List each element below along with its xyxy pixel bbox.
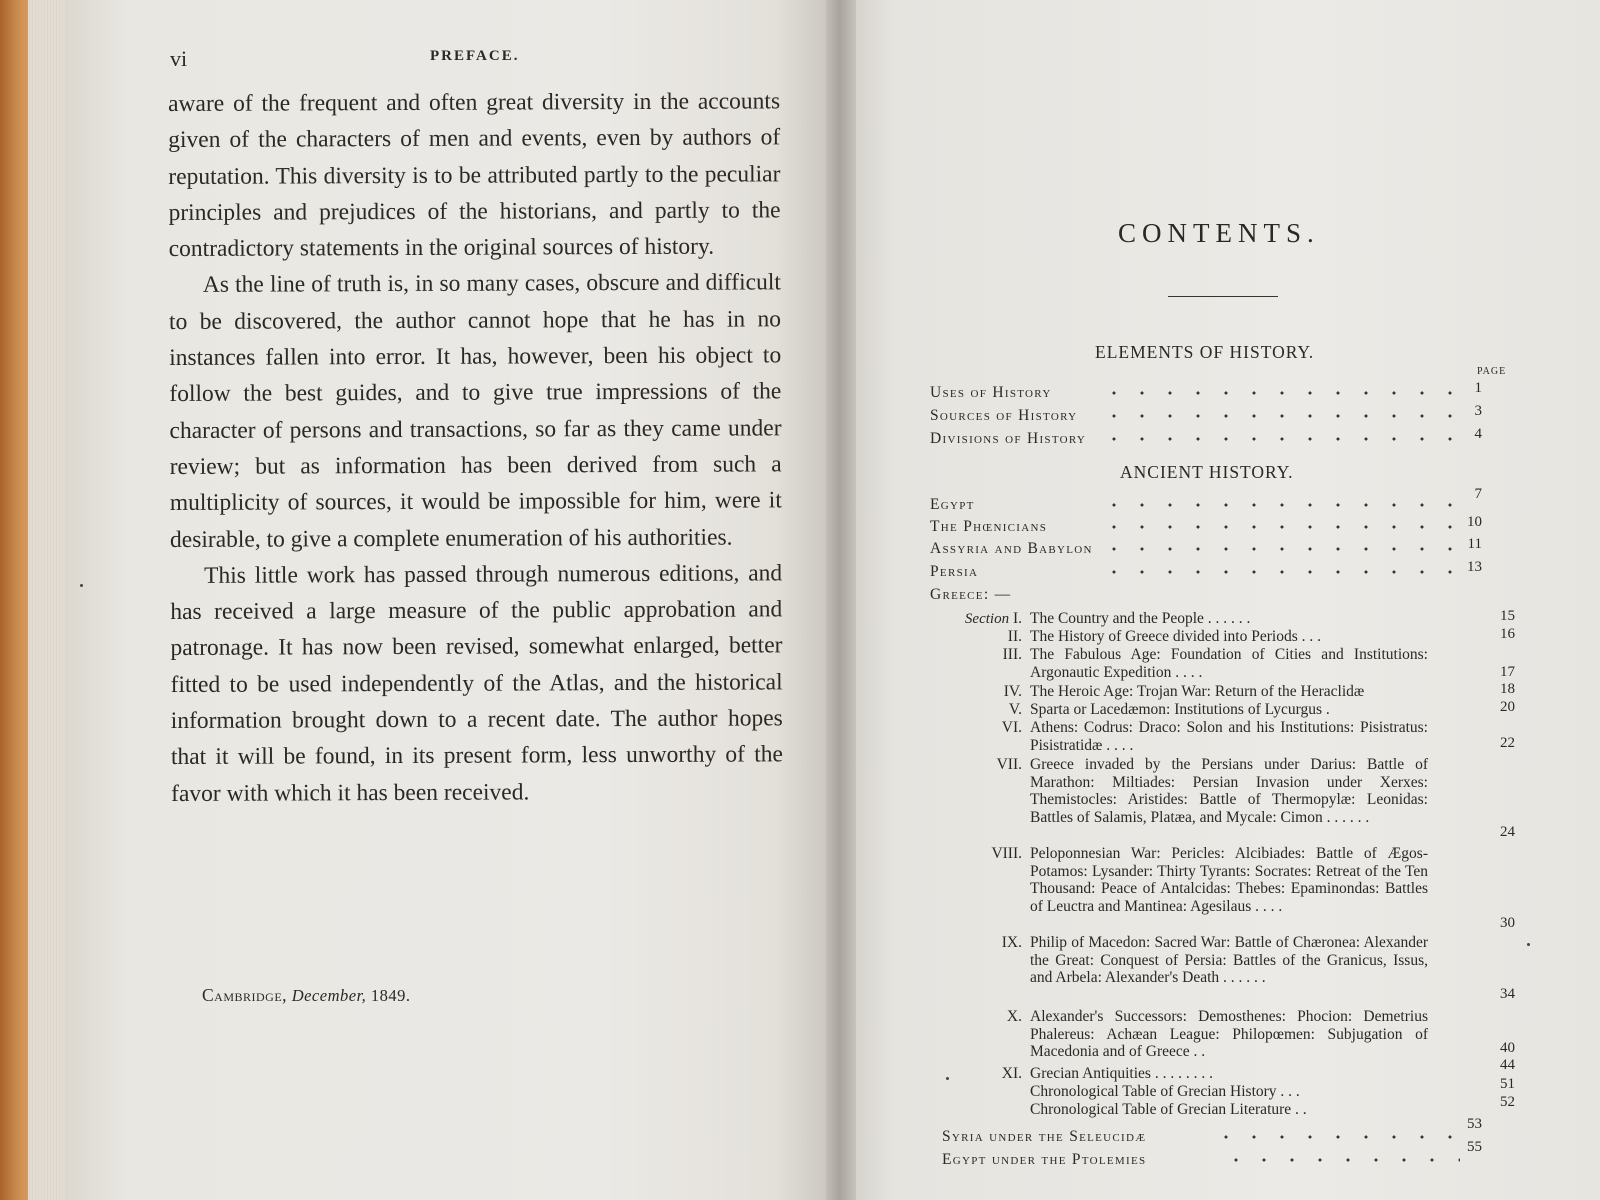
toc-label: Egypt under the Ptolemies — [942, 1151, 1147, 1168]
section-text: Sparta or Lacedæmon: Institutions of Lycurgus . — [1030, 701, 1330, 718]
toc-entry-greece — [930, 586, 1482, 604]
toc-page: 13 — [1467, 559, 1482, 575]
page-speck — [1527, 943, 1530, 946]
section-page: 20 — [1500, 699, 1515, 715]
paragraph: aware of the frequent and often great diversity in the accounts given of the characters of men and events, even by authors of reputation. This diversity is to be attributed partly to the peculiar principles and prejudices of the historians, and partly to the contradictory statements in the original sources of history. — [168, 88, 781, 263]
section-number: IV. — [1003, 683, 1022, 700]
book-cover-edge — [0, 0, 28, 1200]
paragraph: This little work has passed through numerous editions, and has received a large measure of the public approbation and patronage. It has now been revised, somewhat enlarged, better fitted to be used independently of the Atlas, and the historical information brought down to a recent date. The author hopes that it will be found, in its present form, less unworthy of the favor with which it has been received. — [170, 560, 783, 807]
section-text: The Country and the People . . . . . . — [1030, 610, 1251, 627]
toc-label: Sources of History — [930, 407, 1078, 424]
toc-page: 11 — [1467, 536, 1482, 552]
signature-month: December, — [291, 986, 367, 1005]
toc-page: 10 — [1467, 514, 1482, 530]
section-text: The Fabulous Age: Foundation of Cities and Institutions: Argonautic Expedition . . . . — [1030, 646, 1428, 681]
section-page: 30 — [1500, 915, 1515, 931]
leader-dots — [1100, 546, 1460, 552]
section-text: Alexander's Successors: Demosthenes: Phocion: Demetrius Phalereus: Achæan League: Philopœmen: Subjugation of Macedonia and of Greece . . — [1030, 1008, 1428, 1060]
section-page: 34 — [1500, 986, 1515, 1002]
leader-dots — [1100, 436, 1460, 442]
section-page: 18 — [1500, 681, 1515, 697]
running-head: PREFACE. — [430, 48, 520, 64]
toc-entry — [930, 559, 1482, 581]
paragraph: As the line of truth is, in so many cases, obscure and difficult to be discovered, the author cannot hope that he has in no instances fallen into error. It has, however, been his object to follow the best guides, and to give true impressions of the character of persons and transactions, so far as they came under review; but as information has been derived from such a multiplicity of sources, it would be impossible for him, were it desirable, to give a complete enumeration of his authorities. — [168, 269, 782, 553]
section-word: Section — [964, 611, 1010, 627]
section-page: 52 — [1500, 1094, 1515, 1110]
section-page: 15 — [1500, 608, 1515, 624]
signature-place: Cambridge, — [202, 985, 288, 1005]
section-text: Philip of Macedon: Sacred War: Battle of Chæronea: Alexander the Great: Conquest of Persia: Battles of the Granicus, Issus, and Arbela: Alexander's Death . . . . . . — [1030, 934, 1428, 986]
leader-dots — [1212, 1134, 1460, 1140]
section-page: 17 — [1500, 664, 1515, 680]
toc-label: Egypt — [930, 496, 975, 513]
section-text: Chronological Table of Grecian History . . . — [1030, 1083, 1300, 1100]
section-number: XI. — [1001, 1065, 1022, 1082]
preface-text — [168, 83, 783, 812]
section-page: 24 — [1500, 824, 1515, 840]
toc-label: Uses of History — [930, 384, 1052, 401]
section-text: Grecian Antiquities . . . . . . . . — [1030, 1065, 1213, 1082]
toc-page: 1 — [1474, 380, 1482, 396]
toc-entry — [930, 426, 1482, 448]
toc-page: 3 — [1474, 403, 1482, 419]
section-number: IX. — [1001, 934, 1022, 951]
section-number: VII. — [996, 756, 1022, 773]
toc-label: Greece: — — [930, 586, 1012, 603]
page-speck — [80, 584, 83, 587]
leader-dots — [1100, 502, 1460, 508]
toc-label: Syria under the Seleucidæ — [942, 1128, 1147, 1145]
page-edges — [28, 0, 68, 1200]
toc-entry — [930, 380, 1482, 402]
toc-label: Divisions of History — [930, 430, 1087, 447]
title-rule — [1168, 296, 1278, 297]
toc-entry — [930, 403, 1482, 425]
leader-dots — [1100, 413, 1460, 419]
leader-dots — [1100, 569, 1460, 575]
toc-entry — [930, 514, 1482, 536]
section-page: 40 — [1500, 1040, 1515, 1056]
section-number: VI. — [1001, 719, 1022, 736]
toc-page: 7 — [1474, 486, 1482, 502]
page-number: vi — [170, 46, 188, 71]
leader-dots — [1222, 1157, 1460, 1163]
section-number: VIII. — [991, 845, 1022, 862]
section-text: Chronological Table of Grecian Literature . . — [1030, 1101, 1307, 1118]
toc-label: The Phœnicians — [930, 518, 1048, 535]
section-text: Athens: Codrus: Draco: Solon and his Institutions: Pisistratus: Pisistratidæ . . . . — [1030, 719, 1428, 754]
section-page: 51 — [1500, 1076, 1515, 1092]
toc-entry — [930, 536, 1482, 558]
section-page: 22 — [1500, 735, 1515, 751]
section-number: Section I. — [964, 610, 1022, 627]
leader-dots — [1100, 524, 1460, 530]
page-column-label: PAGE — [1477, 366, 1507, 377]
section-number: V. — [1008, 701, 1022, 718]
section-number: III. — [1002, 646, 1022, 663]
toc-label: Persia — [930, 563, 979, 580]
section-number: X. — [1006, 1008, 1022, 1025]
toc-page: 4 — [1474, 426, 1482, 442]
toc-label: Assyria and Babylon — [930, 540, 1093, 557]
section-heading-elements: ELEMENTS OF HISTORY. — [1095, 342, 1315, 362]
contents-title: CONTENTS. — [1118, 218, 1320, 248]
section-text: The Heroic Age: Trojan War: Return of the Heraclidæ — [1030, 683, 1365, 700]
book-gutter — [826, 0, 856, 1200]
section-text: Greece invaded by the Persians under Darius: Battle of Marathon: Miltiades: Persian Invasion under Xerxes: Themistocles: Aristides: Battle of Thermopylæ: Leonidas: Battles of Salamis, Platæa, and Mycale: Cimon . . . . . . — [1030, 756, 1428, 826]
section-text: Peloponnesian War: Pericles: Alcibiades: Battle of Ægos-Potamos: Lysander: Thirty Tyrants: Socrates: Retreat of the Ten Thousand: Peace of Antalcidas: Thebes: Epaminondas: Battles of Leuctra and Mantinea: Agesilaus . . . . — [1030, 845, 1428, 915]
section-heading-ancient: ANCIENT HISTORY. — [1120, 462, 1294, 482]
signature-year: 1849. — [370, 986, 411, 1005]
toc-entry — [942, 1139, 1482, 1169]
preface-signature — [202, 985, 411, 1006]
page-speck — [946, 1077, 949, 1080]
toc-entry — [930, 486, 1482, 514]
section-page: 44 — [1500, 1057, 1515, 1073]
leader-dots — [1100, 390, 1460, 396]
section-number: II. — [1007, 628, 1022, 645]
section-text: The History of Greece divided into Periods . . . — [1030, 628, 1321, 645]
toc-page: 55 — [1467, 1139, 1482, 1155]
toc-page: 53 — [1467, 1116, 1482, 1132]
section-page: 16 — [1500, 626, 1515, 642]
toc-entry — [942, 1116, 1482, 1146]
